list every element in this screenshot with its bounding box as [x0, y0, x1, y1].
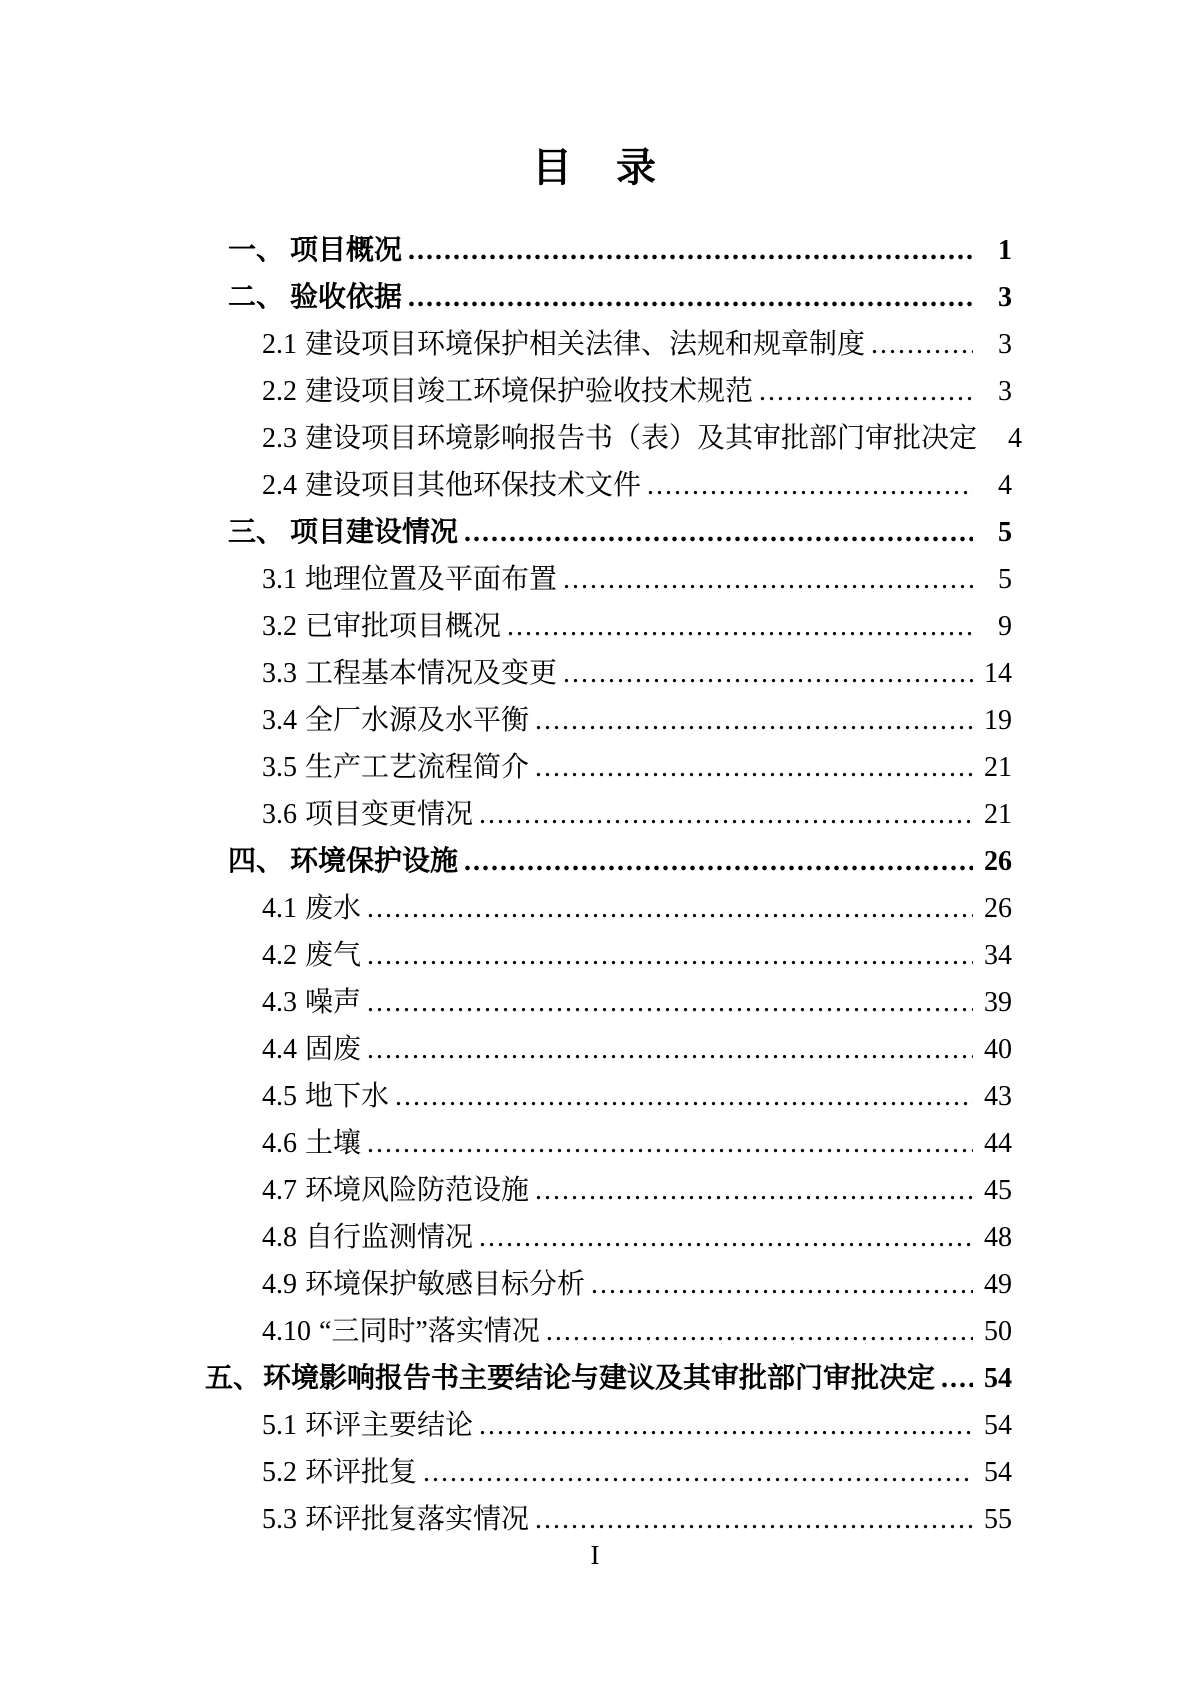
toc-entry-label: 生产工艺流程简介	[305, 752, 530, 783]
toc-entry	[262, 1026, 1012, 1073]
toc-entry-page: 44	[984, 1128, 1012, 1159]
toc-entry	[205, 1355, 1012, 1402]
toc-entry-page: 54	[984, 1410, 1012, 1441]
toc-entry-label: 建设项目竣工环境保护验收技术规范	[305, 376, 754, 407]
toc-entry-number: 4.10	[262, 1316, 311, 1347]
toc-entry	[262, 932, 1012, 979]
toc-entry-page: 4	[998, 470, 1012, 501]
dot-leader	[367, 979, 973, 1026]
dot-leader	[535, 697, 973, 744]
toc-entry	[262, 1261, 1012, 1308]
toc-entry	[228, 227, 1012, 274]
toc-entry-page: 1	[998, 235, 1012, 266]
toc-entry-label: 地下水	[305, 1081, 390, 1112]
dot-leader	[563, 650, 973, 697]
toc-entry-label: 已审批项目概况	[305, 611, 502, 642]
toc-entry-page: 5	[998, 517, 1012, 548]
toc-entry-label: 废水	[305, 893, 362, 924]
toc-entry-label: 环评批复落实情况	[305, 1504, 530, 1535]
dot-leader	[367, 1026, 973, 1073]
toc-entry	[262, 1120, 1012, 1167]
toc-entry-number: 二、	[228, 282, 285, 313]
toc-entry-number: 3.3	[262, 658, 297, 689]
toc-entry-label: 环境影响报告书主要结论与建议及其审批部门审批决定	[263, 1363, 936, 1394]
toc-entry	[262, 650, 1012, 697]
dot-leader	[367, 932, 973, 979]
toc-entry	[228, 509, 1012, 556]
toc-entry-page: 21	[984, 752, 1012, 783]
dot-leader	[367, 1120, 973, 1167]
toc-entry-page: 5	[998, 564, 1012, 595]
toc-entry-page: 45	[984, 1175, 1012, 1206]
toc-entry	[262, 885, 1012, 932]
toc-entry-label: 环评主要结论	[305, 1410, 474, 1441]
toc-entry-page: 26	[984, 893, 1012, 924]
dot-leader	[591, 1261, 973, 1308]
toc-entry-number: 5.1	[262, 1410, 297, 1441]
toc-list	[205, 227, 1023, 1543]
toc-entry-label: 项目变更情况	[305, 799, 474, 830]
toc-entry-page: 39	[984, 987, 1012, 1018]
toc-entry-number: 4.3	[262, 987, 297, 1018]
toc-entry	[262, 1308, 1012, 1355]
dot-leader	[535, 744, 973, 791]
toc-entry-page: 3	[998, 329, 1012, 360]
toc-entry-number: 4.8	[262, 1222, 297, 1253]
toc-entry-page: 14	[984, 658, 1012, 689]
toc-entry-number: 2.1	[262, 329, 297, 360]
toc-entry-number: 3.2	[262, 611, 297, 642]
toc-entry	[262, 415, 1023, 462]
toc-entry-page: 4	[1008, 423, 1023, 454]
toc-entry-page: 34	[984, 940, 1012, 971]
toc-entry-label: 工程基本情况及变更	[305, 658, 558, 689]
toc-entry-number: 4.5	[262, 1081, 297, 1112]
page-footer: I	[590, 1540, 600, 1570]
toc-entry-page: 26	[984, 846, 1012, 877]
toc-entry-number: 4.7	[262, 1175, 297, 1206]
toc-entry-label: 地理位置及平面布置	[305, 564, 558, 595]
toc-entry	[262, 321, 1012, 368]
toc-entry	[262, 603, 1012, 650]
dot-leader	[367, 885, 973, 932]
toc-entry-label: 验收依据	[290, 282, 403, 313]
toc-entry-page: 40	[984, 1034, 1012, 1065]
dot-leader	[546, 1308, 973, 1355]
toc-entry	[262, 368, 1012, 415]
toc-entry-label: 项目建设情况	[290, 517, 459, 548]
toc-entry-label: 环境保护敏感目标分析	[305, 1269, 586, 1300]
toc-entry-number: 三、	[228, 517, 285, 548]
dot-leader	[871, 321, 973, 368]
toc-entry-number: 2.2	[262, 376, 297, 407]
toc-entry	[262, 1167, 1012, 1214]
toc-entry-label: 噪声	[305, 987, 362, 1018]
toc-entry-label: 固废	[305, 1034, 362, 1065]
dot-leader	[395, 1073, 973, 1120]
toc-entry	[262, 744, 1012, 791]
toc-entry-page: 9	[998, 611, 1012, 642]
dot-leader	[479, 1402, 973, 1449]
toc-entry-label: 建设项目环境保护相关法律、法规和规章制度	[305, 329, 866, 360]
toc-entry-number: 5.2	[262, 1457, 297, 1488]
toc-entry-label: 自行监测情况	[305, 1222, 474, 1253]
toc-entry-number: 3.6	[262, 799, 297, 830]
toc-entry-label: 土壤	[305, 1128, 362, 1159]
toc-entry	[228, 274, 1012, 321]
toc-entry-number: 5.3	[262, 1504, 297, 1535]
toc-entry-number: 2.4	[262, 470, 297, 501]
toc-entry-number: 2.3	[262, 423, 297, 454]
toc-entry	[262, 462, 1012, 509]
dot-leader	[535, 1167, 973, 1214]
toc-entry-number: 一、	[228, 235, 285, 266]
toc-entry-number: 4.9	[262, 1269, 297, 1300]
toc-entry	[262, 1214, 1012, 1261]
toc-entry-page: 49	[984, 1269, 1012, 1300]
toc-entry	[262, 1496, 1012, 1543]
dot-leader	[507, 603, 973, 650]
dot-leader	[479, 791, 973, 838]
dot-leader	[563, 556, 973, 603]
toc-entry-number: 四、	[228, 846, 285, 877]
toc-entry-page: 43	[984, 1081, 1012, 1112]
dot-leader	[408, 274, 973, 321]
toc-entry-label: 废气	[305, 940, 362, 971]
dot-leader	[759, 368, 973, 415]
toc-entry-label: 环境风险防范设施	[305, 1175, 530, 1206]
toc-entry-page: 55	[984, 1504, 1012, 1535]
toc-entry-label: 项目概况	[290, 235, 403, 266]
dot-leader	[479, 1214, 973, 1261]
toc-entry-label: 环评批复	[305, 1457, 418, 1488]
toc-entry-number: 4.6	[262, 1128, 297, 1159]
toc-entry-label: 建设项目其他环保技术文件	[305, 470, 642, 501]
toc-entry-label: “三同时”落实情况	[319, 1316, 540, 1347]
page-title: 目 录	[532, 145, 658, 190]
toc-entry	[262, 979, 1012, 1026]
toc-entry-page: 21	[984, 799, 1012, 830]
toc-entry-page: 19	[984, 705, 1012, 736]
toc-entry-page: 50	[984, 1316, 1012, 1347]
toc-entry-number: 3.4	[262, 705, 297, 736]
toc-entry-label: 环境保护设施	[290, 846, 459, 877]
dot-leader	[464, 838, 973, 885]
toc-entry	[262, 556, 1012, 603]
toc-entry	[262, 1402, 1012, 1449]
dot-leader	[464, 509, 973, 556]
toc-entry-page: 3	[998, 282, 1012, 313]
dot-leader	[941, 1355, 973, 1402]
toc-entry-number: 五、	[205, 1363, 262, 1394]
toc-entry-page: 54	[984, 1363, 1012, 1394]
toc-entry	[262, 1449, 1012, 1496]
toc-entry-number: 4.4	[262, 1034, 297, 1065]
toc-entry-number: 4.2	[262, 940, 297, 971]
toc-entry-number: 3.5	[262, 752, 297, 783]
toc-entry-label: 全厂水源及水平衡	[305, 705, 530, 736]
toc-entry-number: 3.1	[262, 564, 297, 595]
toc-entry	[262, 791, 1012, 838]
dot-leader	[408, 227, 973, 274]
toc-entry-label: 建设项目环境影响报告书（表）及其审批部门审批决定	[305, 423, 978, 454]
toc-entry-page: 48	[984, 1222, 1012, 1253]
dot-leader	[423, 1449, 973, 1496]
dot-leader	[647, 462, 973, 509]
toc-entry-number: 4.1	[262, 893, 297, 924]
toc-entry-page: 3	[998, 376, 1012, 407]
toc-entry	[262, 1073, 1012, 1120]
toc-entry	[262, 697, 1012, 744]
dot-leader	[535, 1496, 973, 1543]
toc-entry-page: 54	[984, 1457, 1012, 1488]
toc-entry	[228, 838, 1012, 885]
